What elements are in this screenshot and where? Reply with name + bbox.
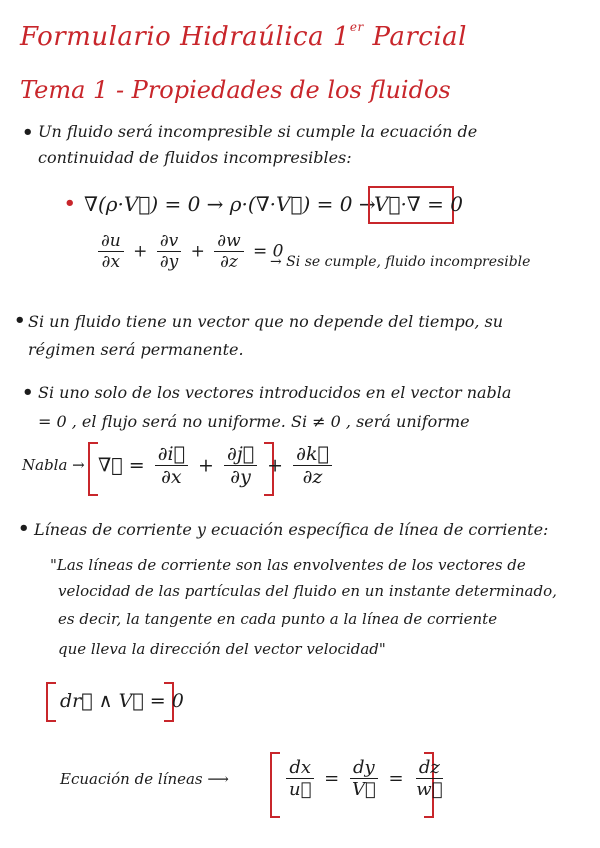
- fraction: $\frac{dz}{w⃗}$: [416, 757, 443, 800]
- left-bracket: [88, 442, 98, 496]
- streamline-cross-equation: dr⃗ ∧ V⃗ = 0: [60, 690, 184, 712]
- title-superscript: er: [349, 20, 364, 34]
- streamline-equation: $\frac{dx}{u⃗}$ = $\frac{dy}{V⃗}$ = $\frac{dz}{w⃗}$: [282, 758, 450, 800]
- fraction: $\frac{\partial v}{\partial y}$: [157, 232, 181, 272]
- left-bracket: [46, 682, 56, 722]
- page-subtitle: Tema 1 - Propiedades de los fluidos: [20, 76, 451, 104]
- incompressible-note: → Si se cumple, fluido incompresible: [270, 254, 531, 270]
- s3-line1: Si uno solo de los vectores introducidos en el vector nabla: [38, 383, 512, 402]
- fraction: $\frac{\partial w}{\partial z}$: [214, 232, 243, 272]
- bullet-dot: •: [22, 382, 34, 403]
- s4-quote-line3: es decir, la tangente en cada punto a la línea de corriente: [58, 610, 498, 628]
- s2-line2: régimen será permanente.: [28, 340, 244, 359]
- s4-quote-line4: que lleva la dirección del vector velocidad": [58, 640, 386, 658]
- bullet-dot: •: [14, 310, 26, 331]
- s4-quote-line1: "Las líneas de corriente son las envolventes de los vectores de: [50, 556, 526, 574]
- streamline-equation-label: Ecuación de líneas ⟶: [60, 770, 229, 788]
- left-bracket: [270, 752, 280, 818]
- page-title: [20, 22, 467, 52]
- s2-line1: Si un fluido tiene un vector que no depende del tiempo, su: [28, 312, 504, 331]
- s4-heading: Líneas de corriente y ecuación específica de línea de corriente:: [34, 520, 549, 539]
- fraction: $\frac{\partial i⃗}{\partial x}$: [155, 444, 188, 489]
- boxed-equation: V⃗·∇ = 0: [374, 192, 463, 216]
- s1-line2: continuidad de fluidos incompresibles:: [38, 148, 352, 167]
- nabla-definition: ∇⃗ = $\frac{\partial i⃗}{\partial x}$ + $\frac{\partial j⃗}{\partial y}$ + $\frac{\partial k⃗}{\partial z}$: [98, 444, 336, 489]
- fraction: $\frac{\partial u}{\partial x}$: [98, 232, 124, 272]
- bullet-dot: •: [22, 122, 34, 143]
- s1-line1: Un fluido será incompresible si cumple la ecuación de: [38, 122, 478, 141]
- s3-line2: = 0 , el flujo será no uniforme. Si ≠ 0 , será uniforme: [38, 412, 470, 431]
- bullet-dot: •: [18, 518, 30, 539]
- partial-derivatives-equation: $\frac{\partial u}{\partial x}$ + $\frac{\partial v}{\partial y}$ + $\frac{\partial w}{\partial z}$ = 0: [94, 232, 284, 272]
- red-bullet-dot: •: [64, 193, 76, 214]
- fraction: $\frac{\partial j⃗}{\partial y}$: [224, 444, 257, 489]
- fraction: $\frac{dx}{u⃗}$: [286, 758, 314, 800]
- s4-quote-line2: velocidad de las partículas del fluido en un instante determinado,: [58, 582, 557, 600]
- fraction: $\frac{\partial k⃗}{\partial z}$: [293, 444, 332, 489]
- nabla-label: Nabla →: [22, 456, 85, 474]
- fraction: $\frac{dy}{V⃗}$: [351, 757, 376, 800]
- title-end: Parcial: [372, 22, 467, 52]
- continuity-equation: ∇(ρ·V⃗) = 0 → ρ·(∇·V⃗) = 0 →: [84, 192, 376, 216]
- title-main: Formulario Hidraúlica 1: [20, 22, 350, 52]
